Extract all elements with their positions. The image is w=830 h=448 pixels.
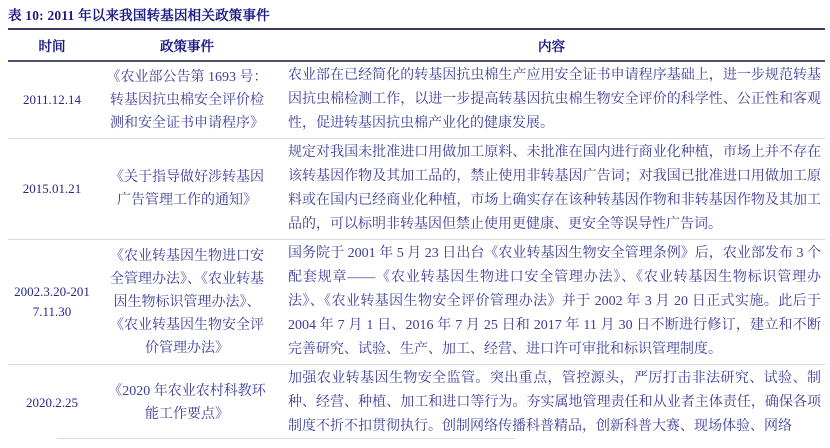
content-cell: 国务院于 2001 年 5 月 23 日出台《农业转基因生物安全管理条例》后，农业部发布 3 个配套规章——《农业转基因生物进口安全管理办法》、《农业转基因生物标识管理办法》、《农业转基因生物安全评价管理办法》并于 2002 年 3 月 20 日正式实施。此后于 2004 年 7 月 1 日、2016 年 7 月 25 日和 2017 年 11 月 30 日不断进行修订，建立和不断完善研究、试验、生产、加工、经营、进口许可审批和标识管理制度。 <box>278 240 825 365</box>
policy-table <box>8 30 825 441</box>
table-row <box>8 61 825 139</box>
event-cell: 《农业转基因生物进口安全管理办法》、《农业转基因生物标识管理办法》、《农业转基因生物安全评价管理办法》 <box>96 240 278 365</box>
col-header-time: 时间 <box>8 30 96 61</box>
table-row <box>8 240 825 365</box>
time-cell: 2011.12.14 <box>8 61 96 139</box>
table-title: 表 10: 2011 年以来我国转基因相关政策事件 <box>8 8 270 23</box>
event-cell: 《关于指导做好涉转基因广告管理工作的通知》 <box>96 139 278 240</box>
col-header-content: 内容 <box>278 30 825 61</box>
content-cell: 农业部在已经简化的转基因抗虫棉生产应用安全证书申请程序基础上，进一步规范转基因抗虫棉检测工作，以进一步提高转基因抗虫棉生物安全评价的科学性、公正性和客观性，促进转基因抗虫棉产业化的健康发展。 <box>278 61 825 139</box>
bottom-partial-divider <box>57 438 515 439</box>
time-cell: 2002.3.20-2017.11.30 <box>8 240 96 365</box>
table-row <box>8 365 825 442</box>
col-header-event: 政策事件 <box>96 30 278 61</box>
time-cell: 2020.2.25 <box>26 395 78 410</box>
table-row <box>8 139 825 240</box>
content-cell: 加强农业转基因生物安全监管。突出重点，管控源头，严厉打击非法研究、试验、制种、经营、种植、加工和进口等行为。夯实属地管理责任和从业者主体责任，确保各项制度不折不扣贯彻执行。创制网络传播科普精品，创新科普大赛、现场体验、网络 <box>288 371 821 434</box>
event-cell: 《2020 年农业农村科教环能工作要点》 <box>108 384 266 422</box>
event-cell: 《农业部公告第 1693 号：转基因抗虫棉安全评价检测和安全证书申请程序》 <box>96 61 278 139</box>
time-cell: 2015.01.21 <box>8 139 96 240</box>
content-cell: 规定对我国未批准进口用做加工原料、未批准在国内进行商业化种植，市场上并不存在该转基因作物及其加工品的，禁止使用非转基因广告词；对我国已批准进口用做加工原料或在国内已经商业化种植，市场上确实存在该种转基因作物和非转基因作物及其加工品的，可以标明非转基因但禁止使用更健康、更安全等误导性广告词。 <box>278 139 825 240</box>
header-row <box>8 30 825 61</box>
